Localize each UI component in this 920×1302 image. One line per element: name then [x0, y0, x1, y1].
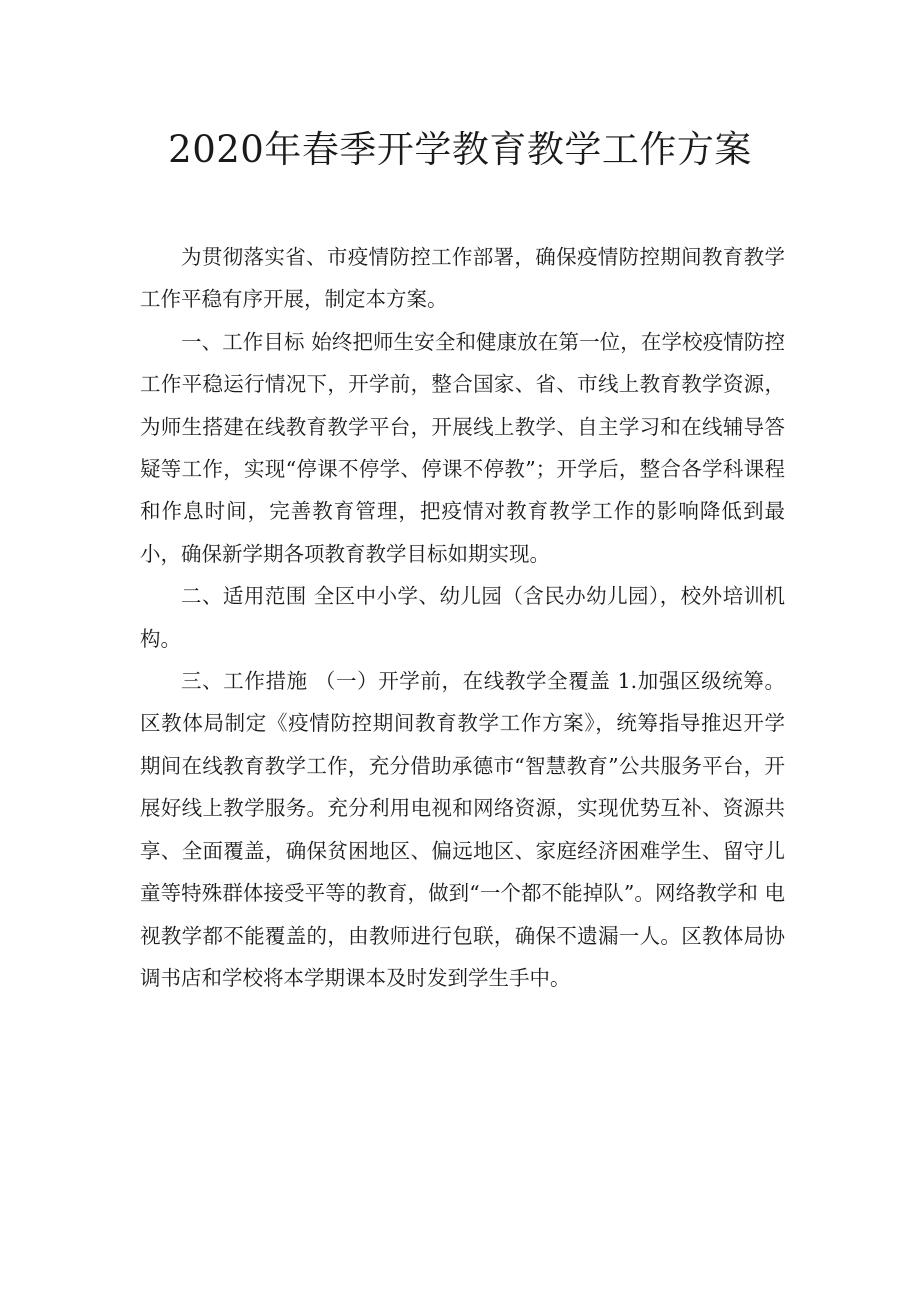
- paragraph-work-measures: 三、工作措施 （一）开学前，在线教学全覆盖 1.加强区级统筹。区教体局制定《疫情防控期间教育教学工作方案》，统筹指导推迟开学期间在线教育教学工作，充分借助承德市“智慧教育”公共服务平台，开展好线上教学服务。充分利用电视和网络资源，实现优势互补、资源共享、全面覆盖，确保贫困地区、偏远地区、家庭经济困难学生、留守儿童等特殊群体接受平等的教育，做到“一个都不能掉队”。网络教学和 电视教学都不能覆盖的，由教师进行包联，确保不遗漏一人。区教体局协调书店和学校将本学期课本及时发到学生手中。: [140, 669, 785, 990]
- document-title: 2020年春季开学教育教学工作方案: [168, 128, 752, 171]
- paragraph-scope: 二、适用范围 全区中小学、幼儿园（含民办幼儿园），校外培训机构。: [140, 584, 785, 651]
- document-body: [140, 236, 785, 999]
- paragraph-intro: 为贯彻落实省、市疫情防控工作部署，确保疫情防控期间教育教学工作平稳有序开展，制定本方案。: [140, 245, 785, 312]
- paragraph-work-goals: 一、工作目标 始终把师生安全和健康放在第一位，在学校疫情防控工作平稳运行情况下，开学前，整合国家、省、市线上教育教学资源，为师生搭建在线教育教学平台，开展线上教学、自主学习和在线辅导答疑等工作，实现“停课不停学、停课不停教”；开学后，整合各学科课程和作息时间，完善教育管理，把疫情对教育教学工作的影响降低到最小，确保新学期各项教育教学目标如期实现。: [140, 329, 785, 566]
